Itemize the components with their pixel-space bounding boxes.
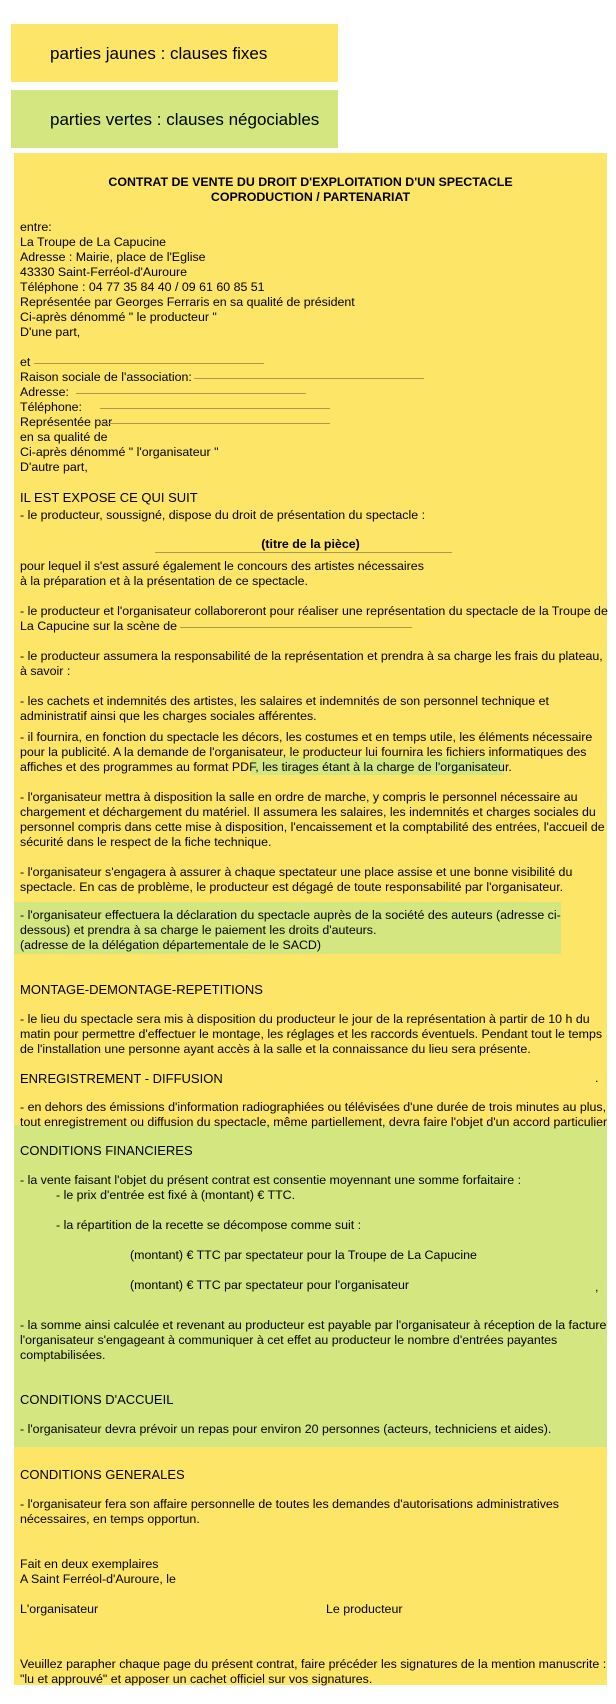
organizer-assoc-field[interactable] — [194, 378, 424, 379]
expose-p6-l1: - il fournira, en fonction du spectacle les décors, les costumes et en temps utile, les éléments nécessaire — [20, 730, 593, 744]
expose-heading: IL EST EXPOSE CE QUI SUIT — [20, 490, 198, 505]
made-in-two-copies: Fait en deux exemplaires — [20, 1557, 159, 1571]
contract-title-line2: COPRODUCTION / PARTENARIAT — [210, 190, 411, 204]
expose-p3-l2: La Capucine sur la scène de — [20, 619, 178, 633]
organizer-address-field[interactable] — [76, 393, 306, 394]
finance-l2: - le prix d'entrée est fixé à (montant) € TTC. — [56, 1188, 296, 1202]
organizer-part: D'autre part, — [20, 460, 88, 474]
diffusion-dot: . — [595, 1071, 599, 1085]
finance-l1: - la vente faisant l'objet du présent contrat est consentie moyennant une somme forfaitaire : — [20, 1173, 522, 1187]
organizer-and: et — [20, 355, 31, 369]
accueil-l1: - l'organisateur devra prévoir un repas pour environ 20 personnes (acteurs, techniciens et aides). — [20, 1422, 552, 1436]
producer-name: La Troupe de La Capucine — [20, 235, 167, 249]
organizer-phone-label: Téléphone: — [20, 400, 83, 414]
expose-p1: - le producteur, soussigné, dispose du droit de présentation du spectacle : — [20, 508, 426, 522]
organizer-representative-field[interactable] — [100, 423, 330, 424]
finance-heading: CONDITIONS FINANCIERES — [20, 1143, 193, 1158]
expose-p7-l2: chargement et déchargement du matériel. Il assumera les salaires, les indemnités et charges sociales du — [20, 805, 596, 819]
general-l2: nécessaires, en temps opportun. — [20, 1512, 200, 1526]
legend-negotiable-clauses — [11, 90, 338, 148]
expose-p8-l2: spectacle. En cas de problème, le producteur est dégagé de toute responsabilité par l'organisateur. — [20, 880, 564, 894]
diffusion-l2: tout enregistrement ou diffusion du spectacle, même partiellement, devra faire l'objet d'un accord particulier — [20, 1115, 608, 1129]
expose-p6-l2: pour la publicité. A la demande de l'organisateur, le producteur lui fournira les fichiers informatiques des — [20, 745, 587, 759]
montage-l2: matin pour permettre d'effectuer le montage, les réglages et les raccords éventuels. Pendant tout le temps — [20, 1027, 603, 1041]
organizer-designation: Ci-après dénommé " l'organisateur " — [20, 445, 219, 459]
contract-title-line1: CONTRAT DE VENTE DU DROIT D'EXPLOITATION D'UN SPECTACLE — [108, 175, 513, 189]
expose-p9-l3: (adresse de la délégation départementale de le SACD) — [20, 938, 321, 952]
organizer-quality: en sa qualité de — [20, 430, 108, 444]
expose-p2-l2: à la préparation et à la présentation de ce spectacle. — [20, 574, 308, 588]
finance-l3: - la répartition de la recette se décompose comme suit : — [56, 1218, 362, 1232]
expose-p4-l2: à savoir : — [20, 664, 71, 678]
finance-l4: (montant) € TTC par spectateur pour la Troupe de La Capucine — [130, 1248, 477, 1262]
finance-l8: comptabilisées. — [20, 1348, 106, 1362]
legend-negotiable-label: parties vertes : clauses négociables — [50, 110, 320, 129]
expose-p9-l1: - l'organisateur effectuera la déclaration du spectacle auprès de la société des auteurs (adresse ci- — [20, 908, 561, 922]
expose-p9-l2: dessous) et prendra à sa charge le paiement les droits d'auteurs. — [20, 923, 377, 937]
expose-p6-l3-fixed: affiches et des programmes au format PDF, — [20, 760, 259, 774]
organizer-phone-field[interactable] — [100, 408, 330, 409]
legend-fixed-clauses — [11, 24, 338, 82]
general-heading: CONDITIONS GENERALES — [20, 1467, 185, 1482]
expose-p3-l1: - le producteur et l'organisateur collaboreront pour réaliser une représentation du spectacle de la Troupe de — [20, 604, 608, 618]
finance-l7: l'organisateur s'engageant à communiquer à cet effet au producteur le nombre d'entrées payantes — [20, 1333, 558, 1347]
finance-comma: , — [595, 1280, 599, 1294]
diffusion-l1: - en dehors des émissions d'information radiographiées ou télévisées d'une durée de trois minutes au plus, — [20, 1100, 607, 1114]
expose-p6-l3 — [20, 760, 512, 775]
organizer-representative-label: Représentée par — [20, 415, 113, 429]
expose-p6-l3-negotiable: les tirages étant à la charge de l'organisateur. — [258, 760, 512, 774]
organizer-assoc-label: Raison sociale de l'association: — [20, 370, 192, 384]
initial-instruction-l1: Veuillez parapher chaque page du présent contrat, faire précéder les signatures de la mention manuscrite : — [20, 1657, 607, 1671]
initial-instruction-l2: "lu et approuvé" et apposer un cachet officiel sur vos signatures. — [20, 1672, 373, 1686]
diffusion-heading: ENREGISTREMENT - DIFFUSION — [20, 1071, 223, 1086]
expose-p5-l2: administratif ainsi que les charges sociales afférentes. — [20, 709, 317, 723]
general-l1: - l'organisateur fera son affaire personnelle de toutes les demandes d'autorisations administratives — [20, 1497, 559, 1511]
montage-l1: - le lieu du spectacle sera mis à disposition du producteur le jour de la représentation à partir de 10 h du — [20, 1012, 590, 1026]
expose-p4-l1: - le producteur assumera la responsabilité de la représentation et prendra à sa charge les frais du plateau, — [20, 649, 603, 663]
signature-organizer: L'organisateur — [20, 1602, 99, 1616]
producer-part: D'une part, — [20, 325, 81, 339]
signing-place: A Saint Ferréol-d'Auroure, le — [20, 1572, 176, 1586]
montage-l3: de l'installation une personne ayant accès à la salle et la connaissance du lieu sera présente. — [20, 1042, 531, 1056]
producer-city: 43330 Saint-Ferréol-d'Auroure — [20, 265, 187, 279]
expose-p7-l3: personnel compris dans cette mise à disposition, l'encaissement et la comptabilité des entrées, l'accueil de — [20, 820, 605, 834]
expose-p7-l4: sécurité dans le respect de la fiche technique. — [20, 835, 272, 849]
finance-l6: - la somme ainsi calculée et revenant au producteur est payable par l'organisateur à réception de la facture — [20, 1318, 607, 1332]
producer-phone: Téléphone : 04 77 35 84 40 / 09 61 60 85 51 — [20, 280, 265, 294]
montage-heading: MONTAGE-DEMONTAGE-REPETITIONS — [20, 982, 263, 997]
producer-representative: Représentée par Georges Ferraris en sa qualité de président — [20, 295, 355, 309]
signature-producer: Le producteur — [326, 1602, 403, 1616]
piece-title-field: (titre de la pièce) — [261, 537, 360, 551]
parties-intro: entre: — [20, 220, 52, 234]
accueil-heading: CONDITIONS D'ACCUEIL — [20, 1392, 174, 1407]
expose-p7-l1: - l'organisateur mettra à disposition la salle en ordre de marche, y compris le personnel nécessaire au — [20, 790, 578, 804]
expose-p5-l1: - les cachets et indemnités des artistes, les salaires et indemnités de son personnel technique et — [20, 694, 549, 708]
expose-p8-l1: - l'organisateur s'engagera à assurer à chaque spectateur une place assise et une bonne visibilité du — [20, 865, 573, 879]
legend-fixed-label: parties jaunes : clauses fixes — [50, 44, 268, 63]
producer-designation: Ci-après dénommé " le producteur " — [20, 310, 217, 324]
organizer-address-label: Adresse: — [20, 385, 69, 399]
finance-l5: (montant) € TTC par spectateur pour l'organisateur — [130, 1278, 409, 1292]
producer-address: Adresse : Mairie, place de l'Eglise — [20, 250, 206, 264]
expose-p2-l1: pour lequel il s'est assuré également le concours des artistes nécessaires — [20, 559, 424, 573]
organizer-name-field[interactable] — [34, 363, 264, 364]
piece-title-line[interactable] — [155, 552, 452, 553]
venue-field[interactable] — [180, 627, 412, 628]
